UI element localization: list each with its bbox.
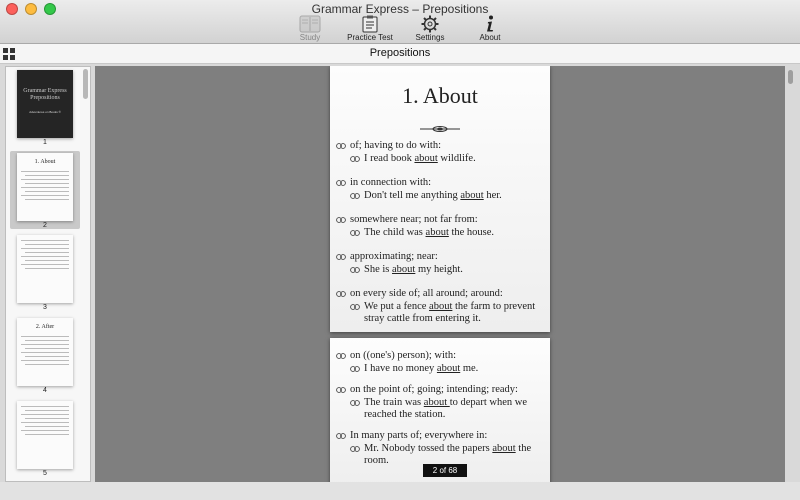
example-text: She is bbox=[364, 264, 393, 275]
cover-byline: Adventures on Books ® bbox=[29, 110, 61, 114]
page-indicator: 2 of 68 bbox=[423, 464, 467, 477]
example-text: I read book bbox=[364, 153, 415, 164]
title-bar bbox=[0, 0, 800, 44]
highlighted-word: about bbox=[436, 363, 461, 374]
toolbar bbox=[0, 14, 800, 42]
highlighted-word: about bbox=[423, 397, 450, 408]
example-text-end: wildlife. bbox=[437, 153, 476, 164]
bullet-icon bbox=[350, 155, 360, 163]
definition-text: in connection with: bbox=[350, 177, 432, 188]
bullet-icon bbox=[336, 142, 346, 150]
reading-area-scrollbar[interactable] bbox=[788, 70, 793, 84]
definition-text: on every side of; all around; around: bbox=[350, 288, 503, 299]
definition-line bbox=[336, 177, 550, 189]
definition-entry bbox=[336, 177, 550, 202]
page-thumbnail bbox=[17, 318, 73, 386]
definition-text: In many parts of; everywhere in: bbox=[350, 430, 488, 441]
toolbar-study-label: Study bbox=[299, 33, 321, 42]
toolbar-about-label: About bbox=[479, 33, 501, 42]
definition-entry bbox=[336, 251, 550, 276]
page-thumbnail bbox=[17, 153, 73, 221]
example-text-end: to depart when we reached the station. bbox=[364, 397, 527, 420]
example-text-end: the house. bbox=[448, 227, 495, 238]
definition-line bbox=[336, 140, 550, 152]
example-line bbox=[336, 153, 550, 165]
thumbnail-item[interactable] bbox=[10, 235, 80, 315]
thumbnail-heading: 1. About bbox=[34, 159, 56, 165]
definition-line bbox=[336, 430, 550, 442]
definition-line bbox=[336, 251, 550, 263]
thumbnail-number: 3 bbox=[43, 304, 47, 311]
example-line bbox=[336, 397, 550, 421]
toolbar-practice-test-label: Practice Test bbox=[347, 33, 393, 42]
thumbnail-item-selected[interactable] bbox=[10, 151, 80, 229]
definition-line bbox=[336, 288, 550, 300]
definition-text: of; having to do with: bbox=[350, 140, 441, 151]
info-icon bbox=[484, 15, 496, 33]
book-page bbox=[330, 338, 550, 482]
toolbar-study-button[interactable] bbox=[280, 14, 340, 42]
bullet-icon bbox=[350, 192, 360, 200]
gear-icon bbox=[421, 15, 439, 33]
definition-text: on ((one's) person); with: bbox=[350, 350, 456, 361]
content-header bbox=[0, 44, 800, 64]
example-text: Mr. Nobody tossed the papers bbox=[364, 443, 493, 454]
thumbnail-number: 4 bbox=[43, 387, 47, 394]
thumbnail-number: 1 bbox=[43, 139, 47, 146]
window-title: Grammar Express – Prepositions bbox=[311, 2, 489, 16]
page-title: 1. About bbox=[402, 83, 478, 108]
bullet-icon bbox=[336, 253, 346, 261]
bullet-icon bbox=[350, 266, 360, 274]
definition-text: approximating; near: bbox=[350, 251, 438, 262]
cover-title: Grammar Express bbox=[23, 88, 67, 94]
definition-entry bbox=[336, 288, 550, 325]
example-text: Don't tell me anything bbox=[364, 190, 461, 201]
page-thumbnail bbox=[17, 235, 73, 303]
bullet-icon bbox=[350, 399, 360, 407]
example-text-end: me. bbox=[460, 363, 479, 374]
example-text: I have no money bbox=[364, 363, 437, 374]
sidebar-scrollbar[interactable] bbox=[83, 69, 88, 99]
cover-subtitle: Prepositions bbox=[30, 95, 60, 101]
thumbnail-item[interactable] bbox=[10, 70, 80, 150]
example-text-end: her. bbox=[483, 190, 502, 201]
definition-line bbox=[336, 214, 550, 226]
bullet-icon bbox=[336, 216, 346, 224]
toolbar-practice-test-button[interactable] bbox=[340, 14, 400, 42]
thumbnail-item[interactable] bbox=[10, 318, 80, 398]
example-line bbox=[336, 363, 550, 375]
reading-area[interactable] bbox=[95, 66, 785, 482]
thumbnail-number: 5 bbox=[43, 470, 47, 477]
bullet-icon bbox=[350, 445, 360, 453]
definition-list bbox=[330, 140, 550, 325]
book-page bbox=[330, 66, 550, 332]
highlighted-word: about bbox=[425, 227, 449, 238]
highlighted-word: about bbox=[392, 264, 416, 275]
highlighted-word: about bbox=[460, 190, 484, 201]
bullet-icon bbox=[336, 432, 346, 440]
example-text-end: the farm to prevent stray cattle from entering it. bbox=[364, 301, 536, 324]
example-line bbox=[336, 264, 550, 276]
book-icon bbox=[299, 15, 321, 33]
cover-thumbnail bbox=[17, 70, 73, 138]
toolbar-settings-label: Settings bbox=[415, 33, 445, 42]
example-text-end: my height. bbox=[415, 264, 463, 275]
bullet-icon bbox=[336, 352, 346, 360]
section-title: Prepositions bbox=[369, 47, 431, 59]
definition-entry bbox=[336, 140, 550, 165]
definition-line bbox=[336, 384, 550, 396]
definition-entry bbox=[336, 384, 550, 421]
example-text-end: the room. bbox=[364, 443, 532, 466]
highlighted-word: about bbox=[414, 153, 438, 164]
thumbnail-item[interactable] bbox=[10, 401, 80, 481]
definition-list bbox=[330, 350, 550, 467]
highlighted-word: about bbox=[492, 443, 516, 454]
clipboard-icon bbox=[361, 15, 379, 33]
example-text: The train was bbox=[364, 397, 424, 408]
definition-entry bbox=[336, 350, 550, 375]
bullet-icon bbox=[336, 386, 346, 394]
thumbnail-heading: 2. After bbox=[35, 324, 55, 330]
example-line bbox=[336, 190, 550, 202]
bullet-icon bbox=[336, 179, 346, 187]
example-line bbox=[336, 227, 550, 239]
bottom-strip bbox=[0, 482, 800, 500]
bullet-icon bbox=[350, 365, 360, 373]
bullet-icon bbox=[336, 290, 346, 298]
definition-entry bbox=[336, 214, 550, 239]
definition-text: somewhere near; not far from: bbox=[350, 214, 478, 225]
toolbar-about-button[interactable] bbox=[460, 14, 520, 42]
example-line bbox=[336, 301, 550, 325]
definition-text: on the point of; going; intending; ready: bbox=[350, 384, 518, 395]
example-text: The child was bbox=[364, 227, 426, 238]
page-thumbnail-sidebar[interactable] bbox=[5, 66, 91, 482]
highlighted-word: about bbox=[429, 301, 453, 312]
bullet-icon bbox=[350, 303, 360, 311]
bullet-icon bbox=[350, 229, 360, 237]
thumbnail-number: 2 bbox=[43, 222, 47, 229]
example-text: We put a fence bbox=[364, 301, 430, 312]
page-thumbnail bbox=[17, 401, 73, 469]
toolbar-settings-button[interactable] bbox=[400, 14, 460, 42]
definition-line bbox=[336, 350, 550, 362]
ornament-divider bbox=[330, 124, 550, 132]
definition-entry bbox=[336, 430, 550, 467]
